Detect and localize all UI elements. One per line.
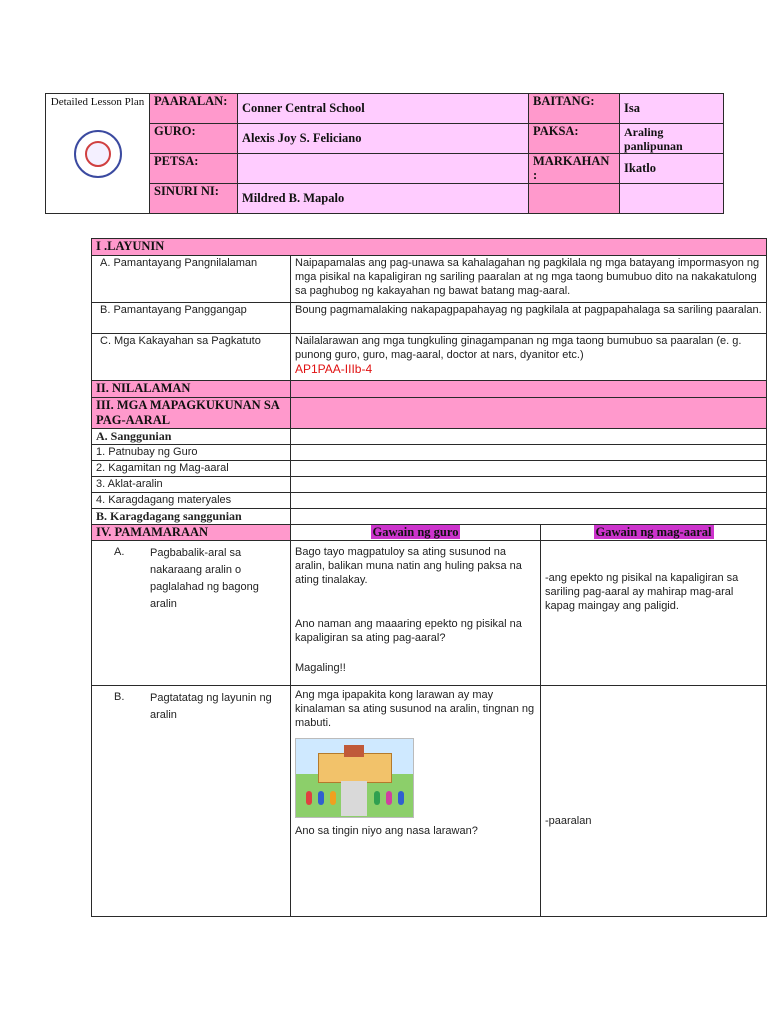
mapagkukunan-value (291, 398, 767, 429)
step-b-guro (291, 686, 541, 917)
step-b-magaaral: -paaralan (541, 686, 767, 917)
guro-label: GURO: (150, 124, 238, 154)
resource-item: 1. Patnubay ng Guro (92, 445, 291, 461)
petsa-label: PETSA: (150, 154, 238, 184)
sanggunian-value (291, 429, 767, 445)
resource-value (291, 477, 767, 493)
column-header-guro (291, 525, 541, 541)
step-a-letter: A. (114, 546, 125, 558)
school-building-shape (318, 753, 392, 783)
child-figure (374, 791, 380, 805)
baitang-value: Isa (620, 94, 724, 124)
step-b-letter: B. (114, 691, 125, 703)
child-figure (330, 791, 336, 805)
step-a-guro-text-2: Ano naman ang maaaring epekto ng pisikal na kapaligiran sa ating pag-aaral? (295, 618, 522, 644)
step-a-guro-text-3: Magaling!! (295, 662, 346, 674)
step-b-label: Pagtatatag ng layunin ng aralin (150, 692, 272, 721)
paaralan-value: Conner Central School (238, 94, 529, 124)
school-path-shape (341, 781, 367, 816)
column-header-guro-text: Gawain ng guro (372, 525, 459, 539)
column-header-magaaral-text: Gawain ng mag-aaral (595, 525, 712, 539)
layunin-a-label: A. Pamantayang Pangnilalaman (92, 256, 291, 303)
paksa-label: PAKSA: (529, 124, 620, 154)
competency-code: AP1PAA-IIIb-4 (295, 362, 373, 376)
karagdagan-label: B. Karagdagang sanggunian (92, 509, 291, 525)
step-b-guro-text-2: Ano sa tingin niyo ang nasa larawan? (295, 825, 478, 837)
paksa-value: Araling panlipunan (620, 124, 724, 154)
step-a-label: Pagbabalik-aral sa nakaraang aralin o paglalahad ng bagong aralin (150, 547, 259, 610)
markahan-value: Ikatlo (620, 154, 724, 184)
resource-item: 2. Kagamitan ng Mag-aaral (92, 461, 291, 477)
layunin-b-label: B. Pamantayang Panggangap (92, 303, 291, 334)
school-roof-shape (344, 745, 364, 757)
step-b-label-cell (92, 686, 291, 917)
nilalaman-value (291, 381, 767, 398)
header-table (45, 93, 724, 214)
layunin-a-text: Naipapamalas ang pag-unawa sa kahalagahan ng pagkilala ng mga batayang impormasyon ng mga pisikal na kapaligiran ng sariling paaralan at ng mga taong bumubuo dito na nakakatulong sa paghubog ng kakayahan ng bawat batang mag-aaral. (291, 256, 767, 303)
resource-value (291, 461, 767, 477)
section-pamamaraan: IV. PAMAMARAAN (92, 525, 291, 541)
section-mapagkukunan: III. MGA MAPAGKUKUNAN SA PAG-AARAL (92, 398, 291, 429)
child-figure (398, 791, 404, 805)
school-children-illustration (295, 738, 414, 818)
resource-item: 3. Aklat-aralin (92, 477, 291, 493)
step-a-magaaral: -ang epekto ng pisikal na kapaligiran sa sariling pag-aaral ay mahirap mag-aral kapag maingay ang paligid. (541, 541, 767, 686)
baitang-label: BAITANG: (529, 94, 620, 124)
step-b-guro-text-1: Ang mga ipapakita kong larawan ay may kinalaman sa ating susunod na aralin, tingnan ng mabuti. (295, 689, 535, 729)
resource-value (291, 493, 767, 509)
step-a-label-cell (92, 541, 291, 686)
step-a-guro (291, 541, 541, 686)
child-figure (306, 791, 312, 805)
child-figure (386, 791, 392, 805)
sinuri-value: Mildred B. Mapalo (238, 184, 529, 214)
layunin-c-cell (291, 334, 767, 381)
child-figure (318, 791, 324, 805)
title-cell (46, 94, 150, 214)
empty-cell (620, 184, 724, 214)
deped-seal-icon (74, 130, 122, 178)
step-a-guro-text-1: Bago tayo magpatuloy sa ating susunod na aralin, balikan muna natin ang huling paksa na ating tinalakay. (295, 546, 522, 586)
column-header-magaaral (541, 525, 767, 541)
petsa-value (238, 154, 529, 184)
guro-value: Alexis Joy S. Feliciano (238, 124, 529, 154)
sanggunian-label: A. Sanggunian (92, 429, 291, 445)
paaralan-label: PAARALAN: (150, 94, 238, 124)
layunin-c-text: Nailalarawan ang mga tungkuling ginagampanan ng mga taong bumubuo sa paaralan (e. g. punong guro, guro, mag-aaral, doctor at nars, dyanitor etc.) (295, 335, 742, 361)
layunin-b-text: Boung pagmamalaking nakapagpapahayag ng pagkilala at pagpapahalaga sa sariling paaralan. (291, 303, 767, 334)
section-layunin: I .LAYUNIN (92, 239, 767, 256)
karagdagan-value (291, 509, 767, 525)
markahan-label: MARKAHAN : (529, 154, 620, 184)
resource-item: 4. Karagdagang materyales (92, 493, 291, 509)
section-nilalaman: II. NILALAMAN (92, 381, 291, 398)
document-title: Detailed Lesson Plan (50, 96, 145, 108)
lesson-table (91, 238, 767, 917)
empty-cell (529, 184, 620, 214)
resource-value (291, 445, 767, 461)
layunin-c-label: C. Mga Kakayahan sa Pagkatuto (92, 334, 291, 381)
sinuri-label: SINURI NI: (150, 184, 238, 214)
